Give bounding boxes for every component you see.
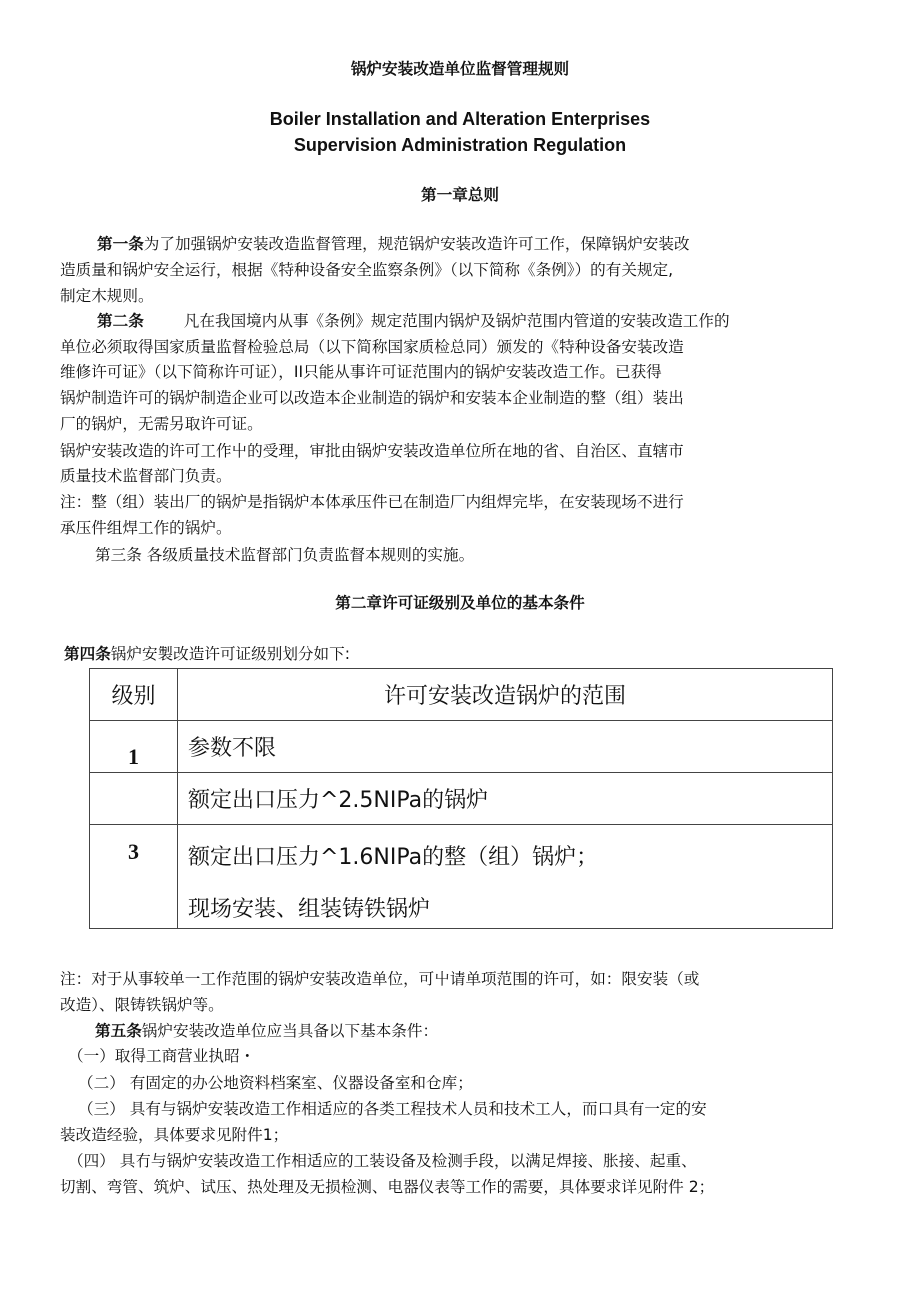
table-header-row xyxy=(90,669,833,721)
table-cell-level: 1 xyxy=(90,721,178,773)
article4-text: 锅炉安製改造许可证级别划分如下: xyxy=(110,645,350,663)
condition-item-2: （二） 有固定的办公地资料档案室、仪器设备室和仓库； xyxy=(78,1074,473,1092)
article2-line1 xyxy=(97,310,730,332)
condition-item-1: （一）取得工商营业执昭・ xyxy=(68,1047,256,1065)
article4 xyxy=(64,643,350,665)
document-title-cn: 锅炉安装改造单位监督管理规则 xyxy=(350,60,570,78)
article5 xyxy=(95,1020,438,1042)
article4-label: 第四条 xyxy=(64,645,111,663)
article1-line3: 制定木规则。 xyxy=(60,287,154,305)
table-row xyxy=(90,825,833,929)
note2-line1: 注：对于从事较单一工作范围的锅炉安装改造单位，可屮请单项范围的许可，如：限安装（或 xyxy=(60,970,700,988)
chapter1-heading: 第一章总则 xyxy=(421,186,499,204)
article2-line2: 单位必须取得国家质量监督检验总局（以下简称国家质检总同）颁发的《特种设备安装改造 xyxy=(60,338,684,356)
table-cell-level: 3 xyxy=(90,825,178,929)
article2-line4: 锅炉制造许可的锅炉制造企业可以改造本企业制造的锅炉和安装本企业制造的整（组）装出 xyxy=(60,389,684,407)
condition-item-3-line2: 装改造经验，具体要求见附件1； xyxy=(60,1126,289,1144)
article2-line3: 维修许可证》（以下简称许可证），II只能从事许可证范围内的锅炉安装改造工作。已获得 xyxy=(60,363,662,381)
article2-label: 第二条 xyxy=(97,312,144,330)
article5-label: 第五条 xyxy=(95,1022,142,1040)
table-header-level: 级别 xyxy=(90,669,178,721)
condition-item-3-line1: （三） 具有与锅炉安装改造工作相适应的各类工程技术人员和技术工人，而口具有一定的安 xyxy=(78,1100,707,1118)
license-level-table xyxy=(89,668,833,929)
document-title-en-line2: Supervision Administration Regulation xyxy=(293,135,627,155)
condition-item-4-line1: （四） 具冇与锅炉安装改造工作相适应的工装设备及检测手段，以满足焊接、胀接、起重、 xyxy=(68,1152,697,1170)
article1-line1 xyxy=(97,233,690,255)
paragraph-approval-line1: 锅炉安装改造的许可工作屮的受理，审批由锅炉安装改造单位所在地的省、自治区、直辖市 xyxy=(60,442,684,460)
article3: 第三条 各级质量技术监督部门负责监督本规则的实施。 xyxy=(95,546,475,564)
table-cell-scope: 额定出口压力^1.6NIPa的整（组）锅炉； 现场安装、组装铸铁锅炉 xyxy=(178,825,833,929)
article5-text: 锅炉安装改造单位应当具备以下基本条件： xyxy=(141,1022,439,1040)
article1-line2: 造质量和锅炉安全运行，根据《特种设备安全监察条例》（以下简称《条例》）的有关规定, xyxy=(60,261,674,279)
article2-line5: 厂的锅炉，无需另取许可证。 xyxy=(60,415,263,433)
paragraph-approval-line2: 质量技术监督部门负责。 xyxy=(60,467,232,485)
note2-line2: 改造）、限铸铁锅炉等。 xyxy=(60,996,224,1014)
document-title-en-line1: Boiler Installation and Alteration Enterprises xyxy=(269,109,651,129)
note1-line2: 承压件组焊工作的锅炉。 xyxy=(60,519,232,537)
note1-line1: 注：整（组）装出厂的锅炉是指锅炉本体承压件已在制造厂内组焊完毕，在安装现场不进行 xyxy=(60,493,684,511)
table-cell-level xyxy=(90,773,178,825)
table-cell-scope: 额定出口压力^2.5NIPa的锅炉 xyxy=(178,773,833,825)
table-cell-scope: 参数不限 xyxy=(178,721,833,773)
table-header-scope: 许可安装改造锅炉的范围 xyxy=(178,669,833,721)
table-row xyxy=(90,721,833,773)
article1-text: 为了加强锅炉安装改造监督管理，规范锅炉安装改造许可工作，保障锅炉安装改 xyxy=(143,235,690,253)
chapter2-heading: 第二章许可证级别及单位的基本条件 xyxy=(335,594,585,612)
article1-label: 第一条 xyxy=(97,235,144,253)
condition-item-4-line2: 切割、弯管、筑炉、试压、热处理及无损检测、电器仪表等工作的需要，具体要求详见附件 2； xyxy=(60,1178,715,1196)
article2-text: 凡在我国境内从事《条例》规定范围内锅炉及锅炉范围内管道的安装改造工作的 xyxy=(183,312,730,330)
table-row xyxy=(90,773,833,825)
